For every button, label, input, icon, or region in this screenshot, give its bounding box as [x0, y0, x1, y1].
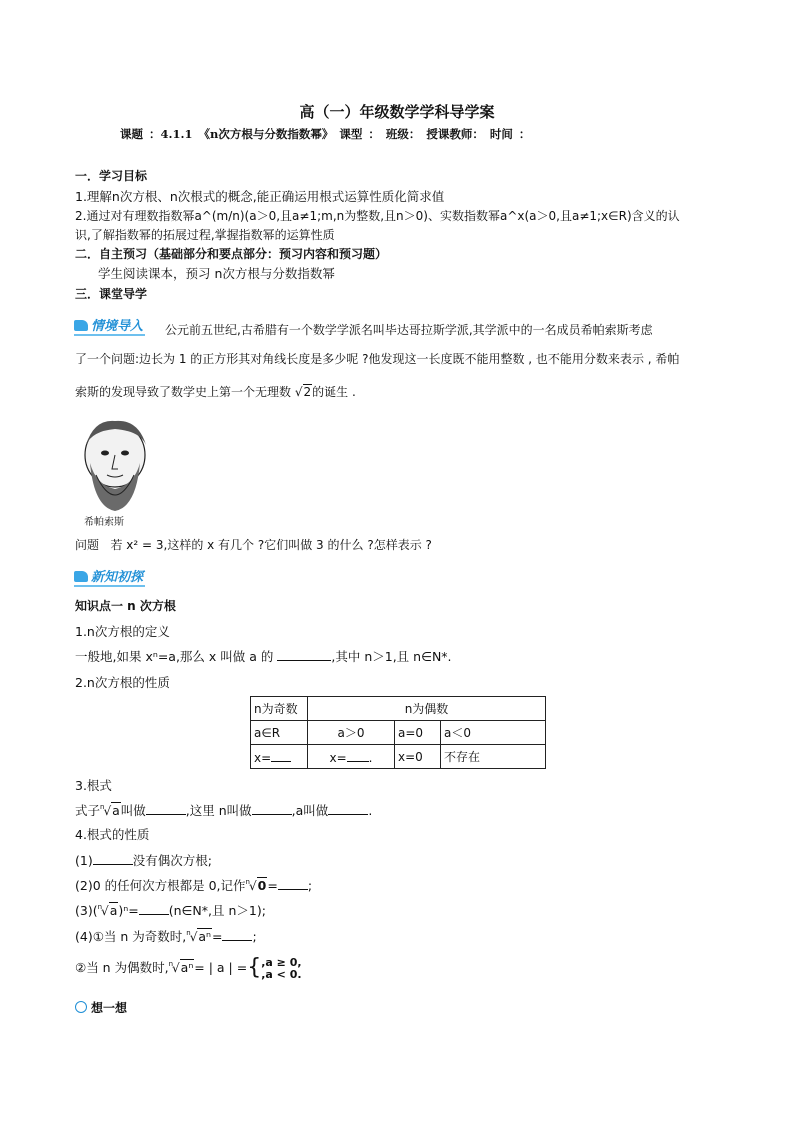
objective-1: 1.理解n次方根、n次根式的概念,能正确运用根式运算性质化简求值	[75, 189, 445, 204]
blank-radical-name[interactable]	[146, 802, 186, 815]
property-1: (1) 没有偶次方根;	[75, 853, 212, 868]
table-cell: x= .	[308, 745, 395, 769]
situation-line-2: 了一个问题:边长为 1 的正方形其对角线长度是多少呢 ?他发现这一长度既不能用整数 , 也不能用分数来表示 , 希帕	[75, 352, 680, 366]
table-cell: a∈R	[251, 721, 308, 745]
property-4-even: ②当 n 为偶数时,$^n$√aⁿ= | a | ={,a ≥ 0, ,a < 0.	[75, 955, 302, 981]
radical-definition: 式子$^n$√a叫做 ,这里 n叫做 ,a叫做 .	[75, 803, 373, 818]
preview-content: 学生阅读课本，预习 n次方根与分数指数幂	[98, 266, 335, 281]
new-knowledge-banner: 新知初探	[74, 566, 145, 587]
hippasus-portrait	[74, 415, 156, 525]
blank-definition[interactable]	[277, 648, 331, 661]
property-4-odd: (4)①当 n 为奇数时,$^n$√aⁿ= ;	[75, 929, 257, 944]
lightbulb-icon	[75, 1001, 87, 1013]
table-cell: x=	[251, 745, 308, 769]
sqrt2-expression: √2	[294, 385, 312, 399]
blank-property-3[interactable]	[139, 902, 169, 915]
question-line: 问题 若 x² = 3,这样的 x 有几个 ?它们叫做 3 的什么 ?怎样表示 ?	[75, 538, 432, 552]
section-heading-objectives: 一．学习目标	[75, 169, 148, 183]
table-cell: a＞0	[308, 721, 395, 745]
portrait-caption: 希帕索斯	[84, 517, 124, 528]
knowledge-point-1-title: 知识点一 n 次方根	[75, 599, 176, 613]
book-icon	[74, 571, 88, 582]
objective-2-line-1: 2.通过对有理数指数幂a^(m/n)(a＞0,且a≠1;m,n为整数,且n＞0)、实数指数幂a^x(a＞0,且a≠1;x∈R)含义的认	[75, 209, 680, 223]
situation-line-1: 公元前五世纪,古希腊有一个数学学派名叫毕达哥拉斯学派,其学派中的一名成员希帕索斯考虑	[165, 323, 653, 337]
blank-odd-root[interactable]	[271, 749, 291, 762]
book-icon	[74, 320, 88, 331]
blank-radicand-name[interactable]	[328, 802, 368, 815]
blank-even-root[interactable]	[347, 749, 369, 762]
table-cell: x=0	[395, 745, 441, 769]
property-3: (3)($^n$√a)ⁿ= (n∈N*,且 n＞1);	[75, 903, 266, 918]
blank-index-name[interactable]	[252, 802, 292, 815]
radical-heading: 3.根式	[75, 778, 112, 793]
section-heading-preview: 二．自主预习（基础部分和要点部分：预习内容和预习题）	[75, 247, 388, 261]
table-header-even: n为偶数	[308, 697, 546, 721]
nth-root-definition-heading: 1.n次方根的定义	[75, 624, 170, 639]
objective-2-line-2: 识,了解指数幂的拓展过程,掌握指数幂的运算性质	[75, 228, 335, 242]
page-title: 高（一）年级数学学科导学案	[299, 103, 495, 121]
situation-line-3: 索斯的发现导致了数学史上第一个无理数 √2的诞生 .	[75, 385, 356, 399]
section-heading-classroom: 三．课堂导学	[75, 287, 148, 301]
radical-properties-heading: 4.根式的性质	[75, 827, 150, 842]
property-2: (2)0 的任何次方根都是 0,记作$^n$√0= ;	[75, 878, 313, 893]
table-cell: a=0	[395, 721, 441, 745]
lesson-info-line: 课题 ：4.1.1 《n次方根与分数指数幂》 课型 ： 班级： 授课教师： 时间 ：	[120, 127, 531, 141]
situation-banner: 情境导入	[74, 315, 145, 336]
nth-root-properties-table	[250, 696, 546, 769]
blank-property-2[interactable]	[278, 877, 308, 890]
nth-root-definition: 一般地,如果 xⁿ=a,那么 x 叫做 a 的 ,其中 n＞1,且 n∈N*.	[75, 649, 452, 664]
think-heading: 想一想	[75, 999, 127, 1016]
blank-property-4[interactable]	[222, 928, 252, 941]
table-cell: a＜0	[441, 721, 546, 745]
table-header-odd: n为奇数	[251, 697, 308, 721]
table-cell: 不存在	[441, 745, 546, 769]
nth-root-properties-heading: 2.n次方根的性质	[75, 675, 170, 690]
blank-property-1[interactable]	[93, 852, 133, 865]
